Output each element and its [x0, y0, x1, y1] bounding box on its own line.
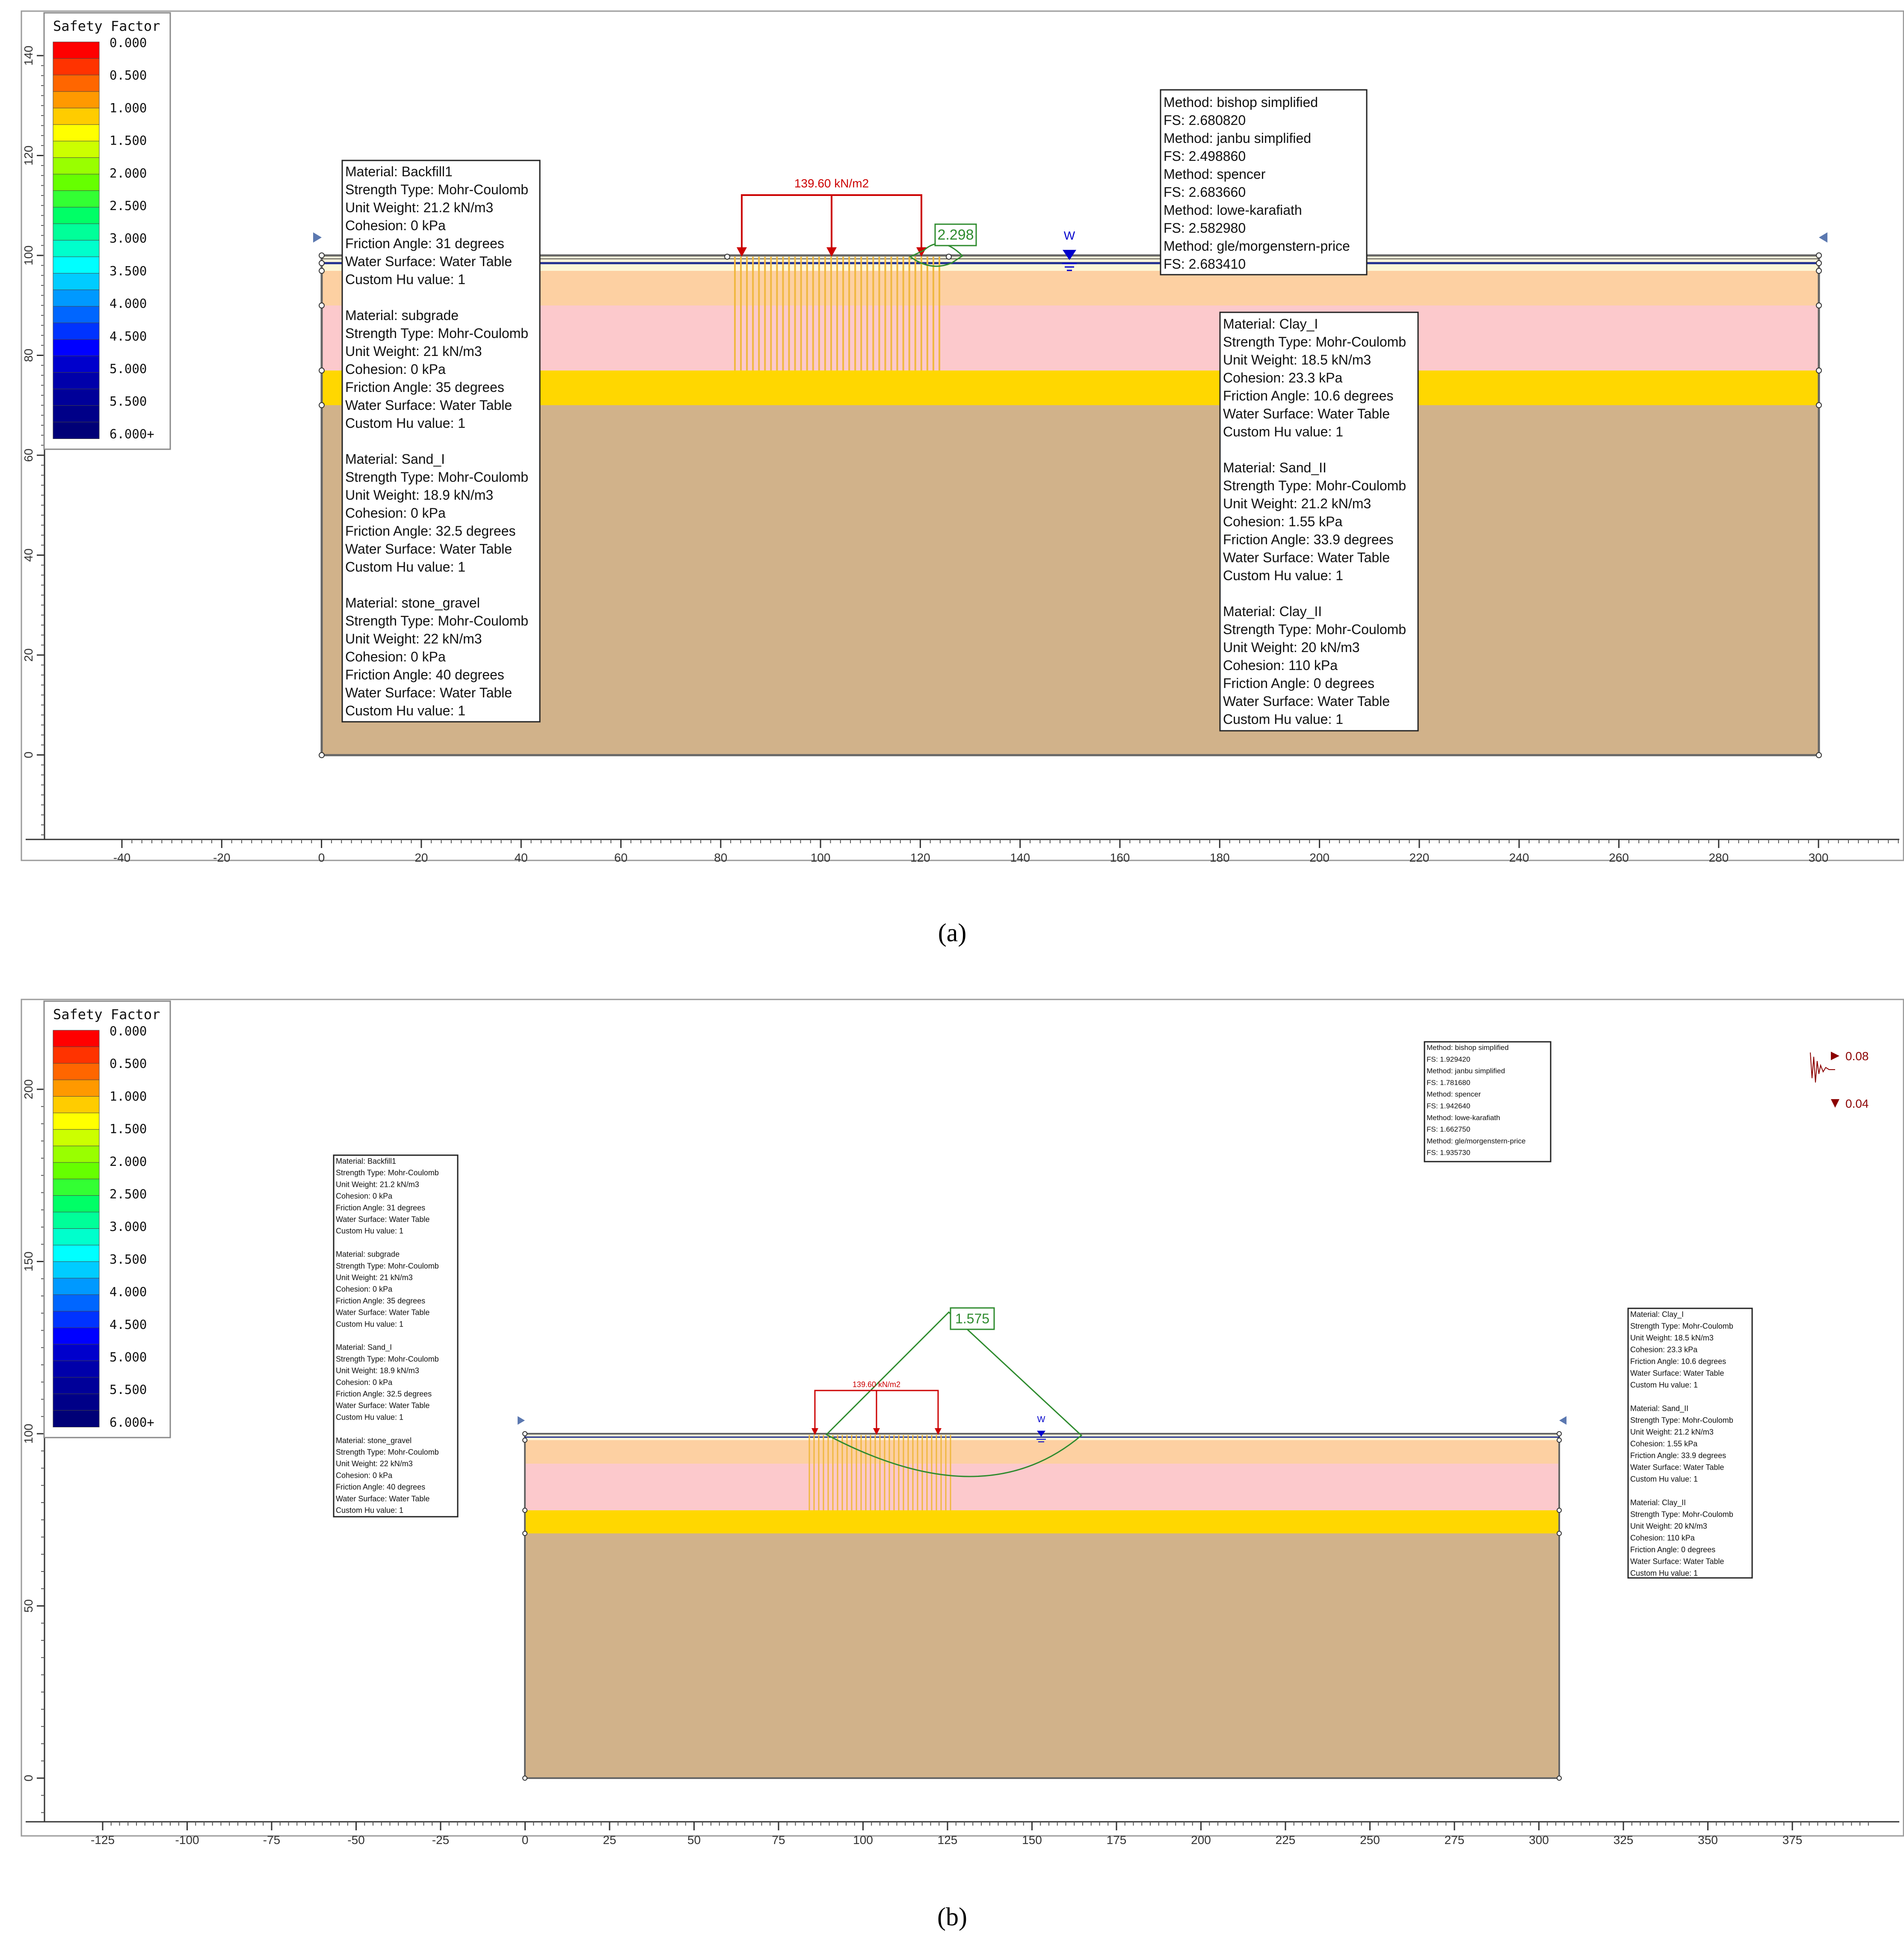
annotation-line: Material: Backfill1: [345, 164, 453, 179]
legend-swatch: [53, 389, 99, 406]
legend-label: 2.000: [110, 1154, 147, 1169]
x-tick-label: 40: [514, 851, 528, 864]
x-tick-label: -40: [113, 851, 131, 864]
legend-swatch: [53, 174, 99, 191]
annotation-line: Cohesion: 0 kPa: [345, 649, 446, 664]
annotation-line: Material: stone_gravel: [336, 1436, 412, 1445]
annotation-line: Water Surface: Water Table: [1223, 406, 1390, 421]
x-tick-label: 180: [1209, 851, 1230, 864]
annotation-line: Method: gle/morgenstern-price: [1164, 238, 1350, 254]
panel-a-caption: (a): [938, 919, 967, 947]
x-tick-label: 300: [1808, 851, 1829, 864]
annotation-line: Water Surface: Water Table: [336, 1494, 430, 1503]
annotation-line: Unit Weight: 21.2 kN/m3: [345, 200, 494, 215]
legend-swatch: [53, 75, 99, 92]
y-tick-label: 100: [22, 1423, 35, 1444]
annotation-line: Cohesion: 0 kPa: [345, 218, 446, 233]
legend-swatch: [53, 1394, 99, 1411]
annotation-line: Unit Weight: 20 kN/m3: [1223, 640, 1360, 655]
x-tick-label: 220: [1409, 851, 1430, 864]
annotation-line: Friction Angle: 40 degrees: [336, 1482, 426, 1491]
legend-label: 0.500: [110, 1056, 147, 1071]
legend-label: 5.500: [110, 1382, 147, 1397]
legend-swatch: [53, 373, 99, 389]
annotation-line: Friction Angle: 31 degrees: [345, 236, 504, 251]
x-tick-label: -125: [90, 1833, 115, 1847]
panel-b-layer-subgrade: [525, 1440, 1559, 1464]
annotation-line: Cohesion: 23.3 kPa: [1630, 1345, 1698, 1354]
annotation-line: Custom Hu value: 1: [336, 1319, 404, 1328]
annotation-line: Unit Weight: 21.2 kN/m3: [1630, 1428, 1714, 1436]
annotation-line: FS: 1.942640: [1427, 1102, 1471, 1110]
legend-swatch: [53, 1146, 99, 1162]
annotation-line: FS: 2.680820: [1164, 113, 1246, 128]
legend-swatch: [53, 1047, 99, 1064]
annotation-line: Strength Type: Mohr-Coulomb: [1223, 622, 1407, 637]
x-tick-label: 0: [521, 1833, 529, 1847]
legend-label: 2.000: [110, 166, 147, 181]
x-tick-label: 240: [1509, 851, 1529, 864]
legend-swatch: [53, 290, 99, 306]
annotation-line: Cohesion: 1.55 kPa: [1630, 1439, 1698, 1448]
annotation-line: Material: Backfill1: [336, 1157, 397, 1165]
legend-swatch: [53, 92, 99, 108]
legend-label: 4.500: [110, 329, 147, 344]
legend-swatch: [53, 323, 99, 340]
x-tick-label: 75: [772, 1833, 785, 1847]
annotation-line: FS: 1.935730: [1427, 1148, 1471, 1157]
panel-b-caption: (b): [937, 1903, 967, 1931]
x-tick-label: -100: [175, 1833, 199, 1847]
annotation-line: Strength Type: Mohr-Coulomb: [336, 1261, 439, 1270]
panel-b-method-box: [1424, 1042, 1551, 1162]
annotation-line: Material: Clay_II: [1223, 604, 1322, 619]
annotation-line: Unit Weight: 22 kN/m3: [336, 1459, 413, 1468]
annotation-line: Strength Type: Mohr-Coulomb: [1630, 1510, 1733, 1519]
y-tick-label: 0: [22, 1775, 35, 1782]
annotation-line: Friction Angle: 32.5 degrees: [336, 1390, 432, 1398]
legend-swatch: [53, 1361, 99, 1378]
legend-swatch: [53, 306, 99, 323]
annotation-line: Custom Hu value: 1: [1630, 1475, 1698, 1483]
panel-a-left-material-box: [342, 160, 540, 722]
annotation-line: Custom Hu value: 1: [336, 1413, 404, 1422]
annotation-line: FS: 2.683410: [1164, 256, 1246, 272]
panel-a-layer-sand-i: [322, 305, 1819, 371]
x-tick-label: 80: [714, 851, 728, 864]
x-tick-label: 175: [1106, 1833, 1127, 1847]
x-tick-label: 20: [415, 851, 428, 864]
annotation-line: Custom Hu value: 1: [345, 415, 466, 431]
annotation-line: Friction Angle: 0 degrees: [1223, 676, 1374, 691]
annotation-line: FS: 1.662750: [1427, 1125, 1471, 1134]
panel-b-load-label: 139.60 kN/m2: [852, 1380, 901, 1389]
legend-label: 0.000: [110, 1024, 147, 1038]
x-tick-label: -50: [347, 1833, 365, 1847]
annotation-line: Friction Angle: 35 degrees: [345, 380, 504, 395]
panel-b-left-material-box: [334, 1155, 458, 1517]
panel-a-method-box: [1161, 90, 1367, 275]
legend-swatch: [53, 1245, 99, 1262]
panel-a-fs-label: 2.298: [937, 227, 974, 243]
x-tick-label: 350: [1698, 1833, 1718, 1847]
annotation-line: Water Surface: Water Table: [1223, 694, 1390, 709]
annotation-line: FS: 1.929420: [1427, 1055, 1471, 1064]
legend-swatch: [53, 1030, 99, 1047]
annotation-line: FS: 2.683660: [1164, 184, 1246, 200]
annotation-line: Unit Weight: 18.9 kN/m3: [336, 1366, 419, 1375]
annotation-line: Friction Angle: 31 degrees: [336, 1203, 426, 1212]
annotation-line: Material: subgrade: [336, 1250, 400, 1259]
x-tick-label: 150: [1022, 1833, 1042, 1847]
annotation-line: Material: subgrade: [345, 308, 459, 323]
annotation-line: Water Surface: Water Table: [1630, 1463, 1724, 1472]
x-tick-label: -75: [263, 1833, 281, 1847]
panel-b-legend: [44, 1001, 170, 1438]
panel-b-seismic-h-value: 0.08: [1845, 1050, 1869, 1063]
panel-a-legend: [44, 13, 170, 449]
annotation-line: Custom Hu value: 1: [345, 559, 466, 575]
legend-swatch: [53, 1295, 99, 1311]
annotation-line: Friction Angle: 35 degrees: [336, 1296, 426, 1305]
annotation-line: Water Surface: Water Table: [336, 1215, 430, 1224]
legend-swatch: [53, 240, 99, 257]
x-tick-label: 25: [603, 1833, 616, 1847]
panel-b-fs-label: 1.575: [955, 1311, 990, 1326]
y-tick-label: 50: [22, 1599, 35, 1613]
x-tick-label: 375: [1782, 1833, 1803, 1847]
panel-a-layer-clay: [322, 405, 1819, 755]
legend-swatch: [53, 207, 99, 224]
legend-swatch: [53, 59, 99, 75]
annotation-line: Material: Sand_I: [336, 1343, 392, 1352]
legend-label: 6.000+: [110, 427, 154, 442]
x-tick-label: 260: [1609, 851, 1629, 864]
y-tick-label: 120: [22, 145, 35, 166]
legend-swatch: [53, 1377, 99, 1394]
x-tick-label: 250: [1360, 1833, 1380, 1847]
annotation-line: FS: 2.498860: [1164, 148, 1246, 164]
legend-swatch: [53, 1229, 99, 1245]
legend-label: 3.000: [110, 231, 147, 246]
annotation-line: Method: bishop simplified: [1427, 1044, 1509, 1052]
annotation-line: Strength Type: Mohr-Coulomb: [1630, 1322, 1733, 1331]
annotation-line: Material: Sand_II: [1630, 1404, 1689, 1413]
legend-swatch: [53, 1097, 99, 1113]
y-tick-label: 40: [22, 548, 35, 562]
legend-label: 4.500: [110, 1317, 147, 1332]
y-tick-label: 140: [22, 45, 35, 66]
annotation-line: Cohesion: 0 kPa: [336, 1192, 393, 1201]
legend-swatch: [53, 42, 99, 59]
annotation-line: Method: spencer: [1427, 1090, 1481, 1099]
annotation-line: Strength Type: Mohr-Coulomb: [345, 469, 529, 485]
legend-swatch: [53, 406, 99, 422]
annotation-line: Unit Weight: 20 kN/m3: [1630, 1522, 1707, 1530]
annotation-line: Material: stone_gravel: [345, 595, 480, 611]
legend-swatch: [53, 1410, 99, 1427]
x-tick-label: 200: [1309, 851, 1330, 864]
x-tick-label: 0: [318, 851, 325, 864]
legend-swatch: [53, 1278, 99, 1295]
panel-b-right-material-box: [1628, 1308, 1752, 1578]
panel-a-layer-stone-gravel: [322, 371, 1819, 405]
annotation-line: Friction Angle: 10.6 degrees: [1630, 1357, 1726, 1366]
annotation-line: Unit Weight: 18.5 kN/m3: [1223, 352, 1371, 368]
x-tick-label: 100: [810, 851, 831, 864]
legend-swatch: [53, 1262, 99, 1278]
annotation-line: Unit Weight: 21.2 kN/m3: [1223, 496, 1371, 511]
legend-label: 6.000+: [110, 1415, 154, 1430]
legend-swatch: [53, 1080, 99, 1097]
annotation-line: Strength Type: Mohr-Coulomb: [336, 1448, 439, 1456]
annotation-line: Water Surface: Water Table: [1223, 550, 1390, 565]
panel-a-load-label: 139.60 kN/m2: [794, 177, 869, 190]
annotation-line: Method: janbu simplified: [1164, 130, 1312, 146]
annotation-line: Material: Sand_I: [345, 451, 445, 467]
panel-b-water-label: W: [1037, 1415, 1045, 1424]
x-tick-label: 275: [1444, 1833, 1465, 1847]
annotation-line: Cohesion: 0 kPa: [336, 1378, 393, 1387]
legend-swatch: [53, 1311, 99, 1328]
annotation-line: Unit Weight: 21 kN/m3: [336, 1273, 413, 1282]
annotation-line: Custom Hu value: 1: [1223, 568, 1344, 583]
panel-b-layer-clay: [525, 1533, 1559, 1778]
panel-a-layer-subgrade: [322, 271, 1819, 305]
annotation-line: Cohesion: 23.3 kPa: [1223, 370, 1343, 385]
legend-label: 2.500: [110, 199, 147, 213]
annotation-line: Water Surface: Water Table: [1630, 1369, 1724, 1378]
y-tick-label: 150: [22, 1251, 35, 1272]
legend-swatch: [53, 1113, 99, 1130]
legend-label: 2.500: [110, 1187, 147, 1201]
annotation-line: Water Surface: Water Table: [1630, 1557, 1724, 1566]
annotation-line: Custom Hu value: 1: [345, 703, 466, 718]
legend-swatch: [53, 257, 99, 273]
annotation-line: Material: Clay_I: [1223, 316, 1318, 332]
legend-swatch: [53, 1179, 99, 1196]
panel-a-water-label: W: [1063, 229, 1075, 242]
x-tick-label: 200: [1191, 1833, 1211, 1847]
x-tick-label: 50: [687, 1833, 701, 1847]
annotation-line: FS: 2.582980: [1164, 220, 1246, 236]
annotation-line: Strength Type: Mohr-Coulomb: [345, 326, 529, 341]
annotation-line: Friction Angle: 0 degrees: [1630, 1545, 1716, 1554]
legend-label: 3.500: [110, 264, 147, 279]
legend-swatch: [53, 1162, 99, 1179]
annotation-line: Strength Type: Mohr-Coulomb: [1223, 334, 1407, 350]
panel-b: [21, 999, 1904, 1931]
legend-swatch: [53, 1195, 99, 1212]
annotation-line: Water Surface: Water Table: [336, 1401, 430, 1410]
legend-swatch: [53, 273, 99, 290]
x-tick-label: 125: [937, 1833, 958, 1847]
legend-label: 3.000: [110, 1219, 147, 1234]
legend-swatch: [53, 125, 99, 141]
legend-swatch: [53, 1344, 99, 1361]
annotation-line: Custom Hu value: 1: [1630, 1381, 1698, 1389]
panel-a-legend-title: Safety Factor: [53, 18, 160, 34]
legend-swatch: [53, 1063, 99, 1080]
annotation-line: Water Surface: Water Table: [345, 254, 512, 269]
annotation-line: Cohesion: 110 kPa: [1630, 1533, 1695, 1542]
legend-label: 4.000: [110, 1284, 147, 1299]
annotation-line: Cohesion: 1.55 kPa: [1223, 514, 1343, 529]
annotation-line: FS: 1.781680: [1427, 1078, 1471, 1087]
legend-swatch: [53, 1212, 99, 1229]
annotation-line: Method: lowe-karafiath: [1164, 202, 1302, 218]
x-tick-label: -25: [432, 1833, 450, 1847]
annotation-line: Water Surface: Water Table: [345, 685, 512, 700]
y-tick-label: 60: [22, 448, 35, 462]
x-tick-label: 140: [1010, 851, 1030, 864]
legend-swatch: [53, 191, 99, 208]
legend-swatch: [53, 422, 99, 439]
annotation-line: Material: Clay_II: [1630, 1498, 1686, 1507]
annotation-line: Strength Type: Mohr-Coulomb: [1223, 478, 1407, 493]
legend-label: 1.000: [110, 1089, 147, 1104]
annotation-line: Friction Angle: 33.9 degrees: [1223, 532, 1394, 547]
annotation-line: Water Surface: Water Table: [345, 397, 512, 413]
annotation-line: Friction Angle: 33.9 degrees: [1630, 1451, 1726, 1460]
legend-swatch: [53, 141, 99, 158]
legend-label: 5.000: [110, 362, 147, 376]
annotation-line: Unit Weight: 18.5 kN/m3: [1630, 1334, 1714, 1342]
annotation-line: Friction Angle: 40 degrees: [345, 667, 504, 682]
annotation-line: Method: lowe-karafiath: [1427, 1113, 1500, 1122]
annotation-line: Friction Angle: 10.6 degrees: [1223, 388, 1394, 403]
panel-b-layer-sand-i: [525, 1464, 1559, 1510]
y-tick-label: 100: [22, 245, 35, 266]
legend-swatch: [53, 157, 99, 174]
legend-label: 5.500: [110, 394, 147, 409]
annotation-line: Method: bishop simplified: [1164, 95, 1318, 110]
annotation-line: Custom Hu value: 1: [1223, 424, 1344, 439]
panel-a-right-material-box: [1220, 312, 1418, 731]
legend-label: 1.000: [110, 101, 147, 116]
legend-label: 1.500: [110, 133, 147, 148]
annotation-line: Method: gle/morgenstern-price: [1427, 1137, 1526, 1145]
annotation-line: Cohesion: 0 kPa: [345, 505, 446, 521]
annotation-line: Water Surface: Water Table: [345, 541, 512, 557]
annotation-line: Unit Weight: 21.2 kN/m3: [336, 1180, 419, 1189]
legend-label: 5.000: [110, 1350, 147, 1364]
annotation-line: Custom Hu value: 1: [1630, 1569, 1698, 1577]
annotation-line: Custom Hu value: 1: [336, 1227, 404, 1236]
x-tick-label: 325: [1613, 1833, 1634, 1847]
annotation-line: Unit Weight: 22 kN/m3: [345, 631, 482, 646]
x-tick-label: 100: [853, 1833, 873, 1847]
annotation-line: Water Surface: Water Table: [336, 1308, 430, 1317]
legend-label: 0.000: [110, 36, 147, 50]
annotation-line: Unit Weight: 18.9 kN/m3: [345, 487, 494, 503]
annotation-line: Strength Type: Mohr-Coulomb: [336, 1168, 439, 1177]
x-tick-label: 60: [614, 851, 628, 864]
annotation-line: Strength Type: Mohr-Coulomb: [336, 1355, 439, 1364]
legend-label: 0.500: [110, 68, 147, 83]
x-tick-label: 120: [910, 851, 930, 864]
annotation-line: Material: Clay_I: [1630, 1310, 1684, 1319]
annotation-line: Strength Type: Mohr-Coulomb: [1630, 1416, 1733, 1425]
legend-label: 1.500: [110, 1121, 147, 1136]
annotation-line: Unit Weight: 21 kN/m3: [345, 344, 482, 359]
legend-swatch: [53, 1130, 99, 1146]
annotation-line: Cohesion: 110 kPa: [1223, 658, 1338, 673]
panel-b-seismic-v-value: 0.04: [1845, 1097, 1869, 1110]
legend-swatch: [53, 108, 99, 125]
x-tick-label: 160: [1110, 851, 1130, 864]
annotation-line: Material: Sand_II: [1223, 460, 1327, 475]
y-tick-label: 0: [22, 751, 35, 759]
y-tick-label: 200: [22, 1079, 35, 1100]
legend-swatch: [53, 356, 99, 373]
legend-swatch: [53, 224, 99, 240]
annotation-line: Custom Hu value: 1: [345, 272, 466, 287]
panel-a: [21, 11, 1904, 947]
legend-label: 3.500: [110, 1252, 147, 1267]
annotation-line: Cohesion: 0 kPa: [336, 1285, 393, 1294]
legend-label: 4.000: [110, 296, 147, 311]
annotation-line: Friction Angle: 32.5 degrees: [345, 523, 516, 539]
annotation-line: Strength Type: Mohr-Coulomb: [345, 182, 529, 197]
annotation-line: Method: janbu simplified: [1427, 1067, 1505, 1075]
annotation-line: Custom Hu value: 1: [1223, 712, 1344, 727]
panel-b-layer-stone-gravel: [525, 1510, 1559, 1533]
annotation-line: Strength Type: Mohr-Coulomb: [345, 613, 529, 629]
legend-swatch: [53, 1328, 99, 1344]
legend-swatch: [53, 339, 99, 356]
x-tick-label: 280: [1709, 851, 1729, 864]
x-tick-label: 300: [1529, 1833, 1549, 1847]
annotation-line: Cohesion: 0 kPa: [345, 362, 446, 377]
y-tick-label: 80: [22, 348, 35, 362]
panel-a-slices: [735, 257, 939, 371]
panel-b-legend-title: Safety Factor: [53, 1006, 160, 1023]
x-tick-label: 225: [1275, 1833, 1296, 1847]
x-tick-label: -20: [213, 851, 231, 864]
annotation-line: Cohesion: 0 kPa: [336, 1471, 393, 1480]
annotation-line: Custom Hu value: 1: [336, 1506, 404, 1515]
annotation-line: Method: spencer: [1164, 166, 1266, 182]
y-tick-label: 20: [22, 648, 35, 662]
